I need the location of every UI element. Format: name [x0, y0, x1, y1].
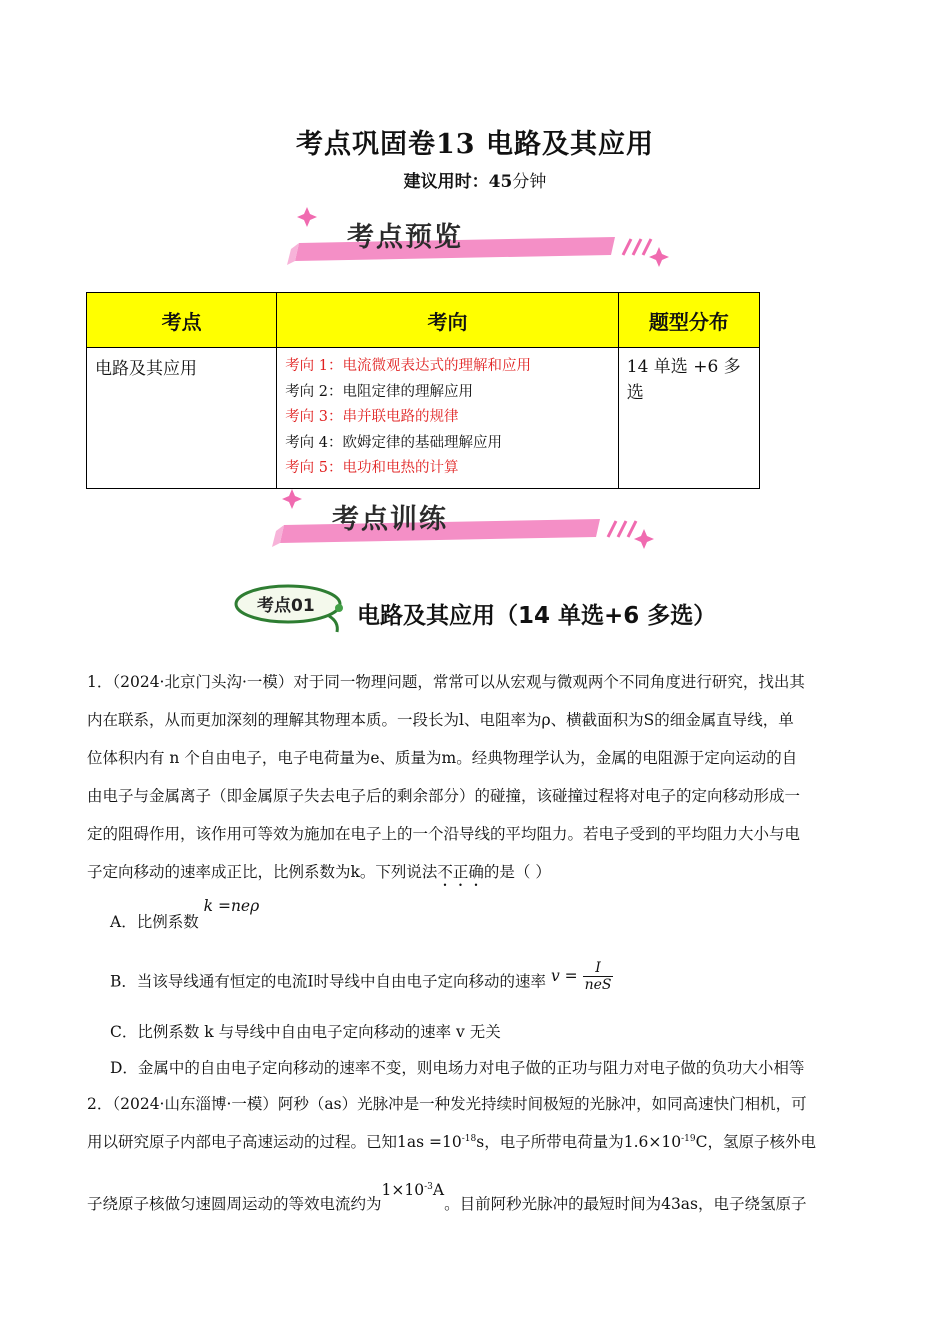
banner-ribbon-icon: [285, 203, 675, 273]
q1-line: 位体积内有 n 个自由电子，电子电荷量为e、质量为m。经典物理学认为，金属的电阻源于定向运动的自: [87, 749, 798, 767]
direction-item: 考向 5：电功和电热的计算: [285, 460, 459, 476]
option-a: A．比例系数 k =neρ: [110, 897, 260, 931]
formula-current: $1\times 10^{-3}A$: [381, 1181, 445, 1199]
direction-item: 考向 3：串并联电路的规律: [285, 409, 459, 425]
banner-ribbon-icon: [270, 485, 660, 555]
training-banner: [270, 485, 660, 555]
q2-line: 2．（2024·山东淄博·一模）阿秒（as）光脉冲是一种发光持续时间极短的光脉冲，如同高速快门相机，可: [87, 1095, 807, 1113]
emphasis-text: 不正确: [437, 863, 484, 881]
preview-banner: [285, 203, 675, 273]
type-distribution-cell: 14 单选 +6 多选: [618, 348, 759, 489]
direction-cell: [277, 348, 619, 489]
option-d: D．金属中的自由电子定向移动的速率不变，则电场力对电子做的正功与阻力对电子做的负功大小相等: [110, 1059, 805, 1077]
q1-line: 由电子与金属离子（即金属原子失去电子后的剩余部分）的碰撞，该碰撞过程将对电子的定向移动形成一: [87, 787, 801, 805]
header-type: 题型分布: [618, 293, 759, 348]
suggested-time: 建议用时：45分钟: [403, 172, 547, 192]
training-banner-label: 考点训练: [332, 504, 448, 535]
section-badge: [233, 582, 353, 638]
topic-cell: 电路及其应用: [87, 348, 277, 489]
preview-banner-label: 考点预览: [347, 222, 463, 253]
q1-line: 定的阻碍作用，该作用可等效为施加在电子上的一个沿导线的平均阻力。若电子受到的平均阻力大小与电: [87, 825, 801, 843]
formula-charge: $1.6\times 10^{-19}C$: [623, 1133, 708, 1151]
direction-item: 考向 1：电流微观表达式的理解和应用: [285, 358, 532, 374]
q1-last-line: 子定向移动的速率成正比，比例系数为k。下列说法不正确的是（ ）: [87, 863, 551, 881]
formula-b-fraction: $\frac{I}{\text{neS}}$: [584, 960, 612, 993]
page-title: 考点巩固卷13 电路及其应用: [296, 129, 654, 160]
direction-item: 考向 4：欧姆定律的基础理解应用: [285, 434, 503, 451]
option-c: C．比例系数 k 与导线中自由电子定向移动的速率 v 无关: [110, 1023, 501, 1041]
q2-line: 子绕原子核做匀速圆周运动的等效电流约为$1\times 10^{-3}A$。目前阿秒光脉冲的最短时间为43as，电子绕氢原子: [87, 1181, 807, 1213]
section-badge-label: 考点01: [257, 596, 315, 616]
formula-as: $1as =10^{-18}s$: [397, 1133, 485, 1151]
q1-line: 内在联系，从而更加深刻的理解其物理本质。一段长为l、电阻率为ρ、横截面积为S的细金属直导线，单: [87, 711, 794, 729]
header-direction: 考向: [277, 293, 619, 348]
formula-a: k =neρ: [203, 897, 260, 915]
direction-item: 考向 2：电阻定律的理解应用: [285, 383, 474, 400]
header-topic: 考点: [87, 293, 277, 348]
option-b: B．当该导线通有恒定的电流I时导线中自由电子定向移动的速率 v = $\frac{I}{\text{neS}}$: [110, 960, 612, 993]
section-title: 电路及其应用（14 单选+6 多选）: [357, 603, 717, 629]
topic-table: [86, 292, 760, 489]
q2-line: 用以研究原子内部电子高速运动的过程。已知$1as =10^{-18}s$，电子所带电荷量为$1.6\times 10^{-19}C$，氢原子核外电: [87, 1133, 816, 1151]
q1-line: 1．（2024·北京门头沟·一模）对于同一物理问题，常常可以从宏观与微观两个不同角度进行研究，找出其: [87, 673, 805, 691]
